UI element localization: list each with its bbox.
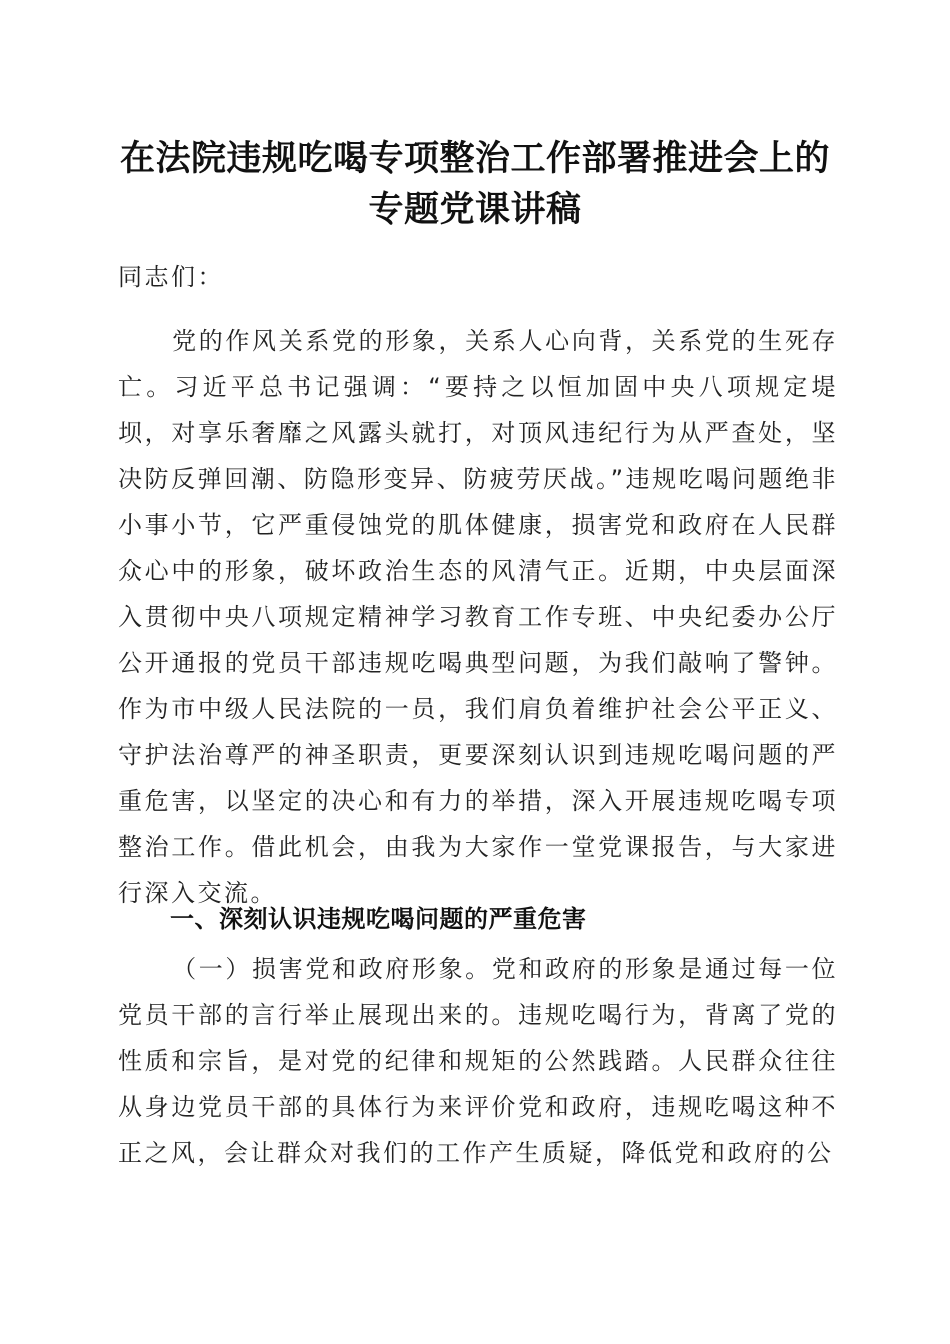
paragraph-section-1-1-text: （一）损害党和政府形象。党和政府的形象是通过每一位党员干部的言行举止展现出来的。违规吃喝行为，背离了党的性质和宗旨，是对党的纪律和规矩的公然践踏。人民群众往往从身边党员干部的具体行为来评价党和政府，违规吃喝这种不正之风，会让群众对我们的工作产生质疑，降低党和政府的公	[118, 955, 838, 1167]
document-title-line-1: 在法院违规吃喝专项整治工作部署推进会上的	[119, 138, 830, 179]
paragraph-section-1-1	[118, 946, 838, 1176]
paragraph-intro-text: 党的作风关系党的形象，关系人心向背，关系党的生死存亡。习近平总书记强调：“要持之以恒加固中央八项规定堤坝，对享乐奢靡之风露头就打，对顶风违纪行为从严查处，坚决防反弹回潮、防隐形变异、防疲劳厌战。”违规吃喝问题绝非小事小节，它严重侵蚀党的肌体健康，损害党和政府在人民群众心中的形象，破坏政治生态的风清气正。近期，中央层面深入贯彻中央八项规定精神学习教育工作专班、中央纪委办公厅公开通报的党员干部违规吃喝典型问题，为我们敲响了警钟。作为市中级人民法院的一员，我们肩负着维护社会公平正义、守护法治尊严的神圣职责，更要深刻认识到违规吃喝问题的严重危害，以坚定的决心和有力的举措，深入开展违规吃喝专项整治工作。借此机会，由我为大家作一堂党课报告，与大家进行深入交流。	[118, 327, 838, 907]
section-heading-1: 一、深刻认识违规吃喝问题的严重危害	[170, 905, 587, 933]
document-title-line-2: 专题党课讲稿	[368, 189, 582, 230]
salutation: 同志们：	[118, 263, 224, 291]
paragraph-intro	[118, 318, 838, 916]
